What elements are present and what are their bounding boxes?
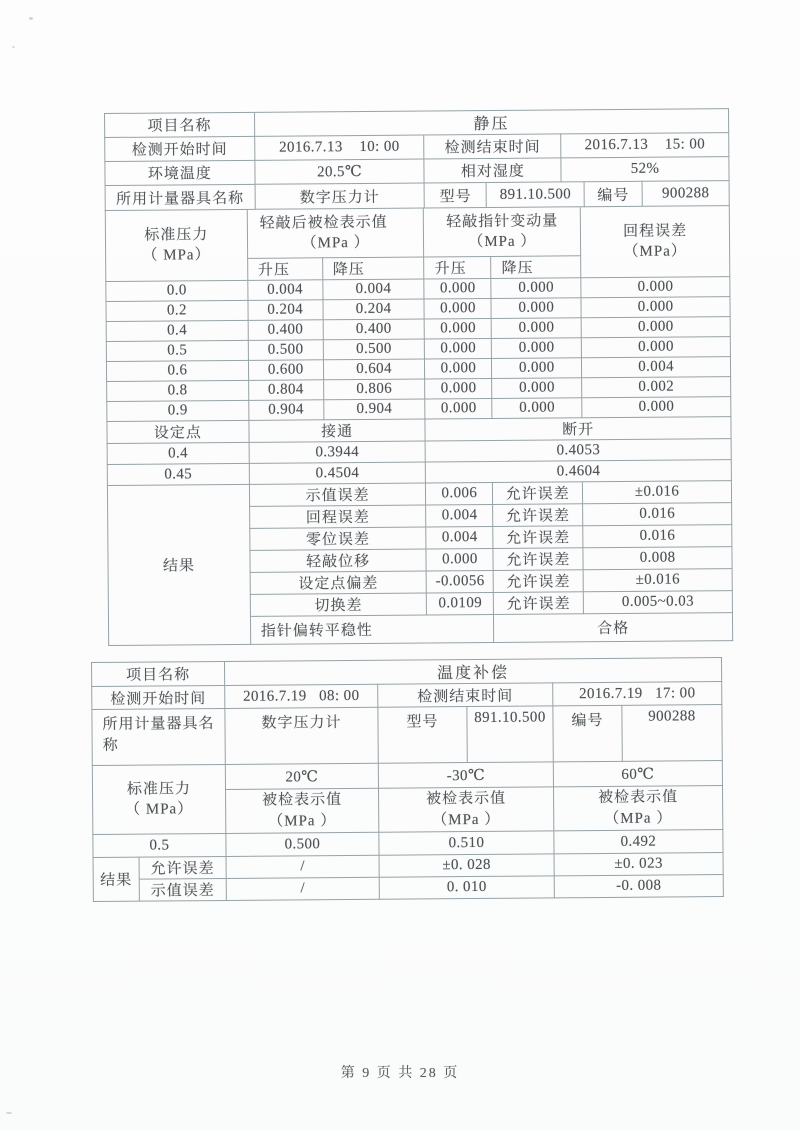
indication-header-60 <box>553 786 722 831</box>
table-row <box>105 206 729 259</box>
table-row <box>93 875 723 902</box>
variation-down-header: 降压 <box>491 255 581 278</box>
data-cell: 0.000 <box>492 337 582 358</box>
data-cell: 0.000 <box>491 277 581 298</box>
indication-line1: 被检表示值 <box>262 792 343 809</box>
start-time-value: 2016.7.13 10: 00 <box>254 135 424 160</box>
allowed-error-value: 0.016 <box>583 525 732 548</box>
data-cell: 0.510 <box>379 831 554 855</box>
tapped-reading-line2: （MPa ） <box>301 234 370 252</box>
std-pressure-cell: 0.5 <box>93 833 226 857</box>
data-cell: 0.000 <box>581 316 730 337</box>
tapped-reading-header <box>247 208 424 257</box>
result-name: 回程误差 <box>249 505 426 528</box>
result-value: 0.006 <box>426 483 493 505</box>
data-cell: 0.004 <box>322 278 424 299</box>
data-cell: 0.492 <box>554 830 723 854</box>
instrument-value: 数字压力计 <box>255 183 425 209</box>
table-row <box>92 705 722 766</box>
result-value: 0.004 <box>426 504 493 527</box>
allowed-error-value: 0.016 <box>583 503 732 526</box>
result-value: 0.000 <box>426 548 493 571</box>
hysteresis-line1: 回程误差 <box>622 222 688 240</box>
instrument-label: 所用计量器具名称 <box>92 708 225 765</box>
data-cell: / <box>226 877 379 900</box>
data-cell: 0.000 <box>492 377 582 398</box>
setpoint-cell: 0.4 <box>107 442 249 464</box>
data-cell: 0.000 <box>424 298 491 319</box>
data-cell: 0.204 <box>323 298 425 319</box>
serial-label: 编号 <box>553 705 622 762</box>
model-value: 891.10.500 <box>486 182 584 208</box>
data-cell: 0.4053 <box>426 439 732 462</box>
pressure-grid-section <box>105 206 732 421</box>
instrument-value: 数字压力计 <box>225 707 378 764</box>
allowed-error-label: 允许误差 <box>493 504 583 527</box>
std-pressure-cell: 0.4 <box>106 320 248 341</box>
result-name: 切换差 <box>250 593 427 616</box>
indication-header-minus30 <box>379 787 554 832</box>
allowed-error-label: 允许误差 <box>494 592 584 615</box>
result-value: 0.0109 <box>427 592 494 615</box>
start-time-value: 2016.7.19 08: 00 <box>225 684 378 708</box>
item-name-value: 静压 <box>254 109 728 136</box>
standard-pressure-line1: 标准压力 <box>126 780 192 798</box>
standard-pressure-line2: （ MPa） <box>125 801 194 818</box>
data-cell: 0.4604 <box>426 460 732 483</box>
start-time-label: 检测开始时间 <box>105 136 255 161</box>
allowed-error-label: 允许误差 <box>493 482 583 504</box>
table-static-pressure <box>104 108 733 646</box>
data-cell: 0.000 <box>425 338 492 359</box>
allowed-error-label: 允许误差 <box>493 548 583 571</box>
standard-pressure-line1: 标准压力 <box>144 226 209 244</box>
data-cell: 0.3944 <box>249 441 426 463</box>
data-cell: 0.000 <box>492 357 582 378</box>
static-pressure-info-section <box>104 109 730 211</box>
end-time-label: 检测结束时间 <box>424 134 561 159</box>
model-label: 型号 <box>378 707 467 764</box>
data-cell: 0.000 <box>492 397 582 418</box>
results-label: 结果 <box>93 857 139 901</box>
model-value: 891.10.500 <box>467 706 553 763</box>
std-pressure-cell: 0.9 <box>107 400 249 421</box>
allowed-error-label: 允许误差 <box>493 526 583 549</box>
pointer-variation-line2: （MPa ） <box>468 233 537 250</box>
data-cell: 0. 010 <box>379 876 554 899</box>
data-cell: ±0. 028 <box>379 854 554 877</box>
indication-line2: （MPa ） <box>268 812 337 830</box>
indication-line2: （MPa ） <box>432 811 501 828</box>
allowed-error-value: 0.008 <box>583 547 732 570</box>
pointer-variation-header <box>424 207 581 256</box>
data-cell: 0.004 <box>582 356 731 377</box>
data-cell: 0.204 <box>248 299 323 320</box>
humidity-label: 相对湿度 <box>424 158 561 183</box>
data-cell: 0.000 <box>581 336 730 357</box>
result-name: 设定点偏差 <box>250 571 427 594</box>
data-cell: 0.400 <box>248 319 323 340</box>
allowed-error-value: 0.005~0.03 <box>583 591 732 614</box>
data-cell: 0.000 <box>425 378 492 399</box>
data-cell: 0.000 <box>491 297 581 318</box>
result-value: 0.004 <box>426 526 493 549</box>
data-cell: -0. 008 <box>554 875 723 898</box>
data-cell: / <box>226 855 379 878</box>
hysteresis-line2: （MPa） <box>623 243 687 260</box>
data-cell: 0.000 <box>581 276 730 297</box>
data-cell: 0.000 <box>425 318 492 339</box>
data-cell: 0.904 <box>249 399 324 420</box>
data-cell: 0.000 <box>425 358 492 379</box>
data-cell: 0.500 <box>323 338 425 359</box>
indication-line2: （MPa ） <box>604 809 673 827</box>
table-temperature-compensation <box>91 657 724 902</box>
model-label: 型号 <box>425 182 487 207</box>
standard-pressure-header <box>92 764 226 834</box>
result-name: 轻敲位移 <box>250 549 427 572</box>
result-name: 示值误差 <box>249 483 426 506</box>
allowed-error-label: 允许误差 <box>493 570 583 593</box>
humidity-value: 52% <box>561 157 729 182</box>
serial-value: 900288 <box>622 705 722 762</box>
scan-speck <box>12 46 15 48</box>
std-pressure-cell: 0.5 <box>106 340 248 361</box>
switch-on-label: 接通 <box>249 419 426 442</box>
data-cell: 0.500 <box>248 339 323 360</box>
results-section <box>107 481 733 646</box>
data-cell: 0.000 <box>425 398 492 419</box>
standard-pressure-line2: （ MPa） <box>142 246 211 264</box>
tapped-reading-line1: 轻敲后被检表示值 <box>259 214 388 232</box>
indication-error-label: 示值误差 <box>139 878 226 901</box>
hysteresis-header <box>580 206 729 277</box>
end-time-value: 2016.7.19 17: 00 <box>553 682 722 706</box>
standard-pressure-header <box>105 210 247 281</box>
temp-60-header: 60℃ <box>553 761 722 787</box>
setpoint-label: 设定点 <box>107 420 249 443</box>
data-cell: 0.500 <box>226 832 379 856</box>
data-cell: 0.000 <box>581 296 730 317</box>
item-name-label: 项目名称 <box>105 113 255 138</box>
result-name: 零位误差 <box>250 527 427 550</box>
results-label: 结果 <box>107 485 250 646</box>
ambient-temp-value: 20.5℃ <box>255 159 425 184</box>
data-cell: 0.000 <box>491 317 581 338</box>
setpoint-section <box>106 417 731 486</box>
variation-up-header: 升压 <box>424 256 491 279</box>
data-cell: 0.904 <box>323 398 425 419</box>
start-time-label: 检测开始时间 <box>92 685 225 709</box>
item-name-label: 项目名称 <box>92 662 225 687</box>
tapped-down-header: 降压 <box>322 256 424 279</box>
pointer-stability-value: 合格 <box>494 613 733 643</box>
serial-label: 编号 <box>584 181 642 206</box>
allowed-error-label: 允许误差 <box>139 856 226 879</box>
tapped-up-header: 升压 <box>247 257 322 280</box>
pointer-variation-line1: 轻敲指针变动量 <box>446 212 559 230</box>
std-pressure-cell: 0.6 <box>106 360 248 381</box>
data-cell: 0.806 <box>323 378 425 399</box>
data-cell: 0.004 <box>248 279 323 300</box>
data-cell: 0.604 <box>323 358 425 379</box>
indication-header-20 <box>225 788 378 833</box>
scan-speck <box>29 17 33 20</box>
data-cell: ±0. 023 <box>554 853 723 876</box>
setpoint-cell: 0.45 <box>107 463 249 485</box>
std-pressure-cell: 0.0 <box>106 280 248 301</box>
item-name-value: 温度补偿 <box>224 658 721 685</box>
data-cell: 0.4504 <box>249 462 426 484</box>
serial-value: 900288 <box>642 181 729 207</box>
data-cell: 0.600 <box>248 359 323 380</box>
ambient-temp-label: 环境温度 <box>105 160 255 185</box>
data-cell: 0.400 <box>323 318 425 339</box>
allowed-error-value: ±0.016 <box>583 481 732 504</box>
pointer-stability-label: 指针偏转平稳性 <box>250 614 494 644</box>
instrument-label: 所用计量器具名称 <box>105 184 255 210</box>
temp-minus30-header: -30℃ <box>378 762 553 788</box>
data-cell: 0.804 <box>248 379 323 400</box>
temperature-compensation-table <box>91 658 724 902</box>
std-pressure-cell: 0.2 <box>106 300 248 321</box>
end-time-value: 2016.7.13 15: 00 <box>561 133 729 158</box>
result-value: -0.0056 <box>427 570 494 593</box>
data-cell: 0.002 <box>582 376 731 397</box>
page-footer: 第 9 页 共 28 页 <box>340 1066 460 1081</box>
switch-off-label: 断开 <box>425 417 731 441</box>
data-cell: 0.000 <box>424 278 491 299</box>
indication-line1: 被检表示值 <box>598 789 679 807</box>
std-pressure-cell: 0.8 <box>107 380 249 401</box>
allowed-error-value: ±0.016 <box>583 569 732 592</box>
end-time-label: 检测结束时间 <box>378 683 553 707</box>
indication-line1: 被检表示值 <box>426 790 507 808</box>
scan-speck <box>6 1112 12 1114</box>
data-cell: 0.000 <box>582 396 731 417</box>
temp-20-header: 20℃ <box>225 763 378 789</box>
